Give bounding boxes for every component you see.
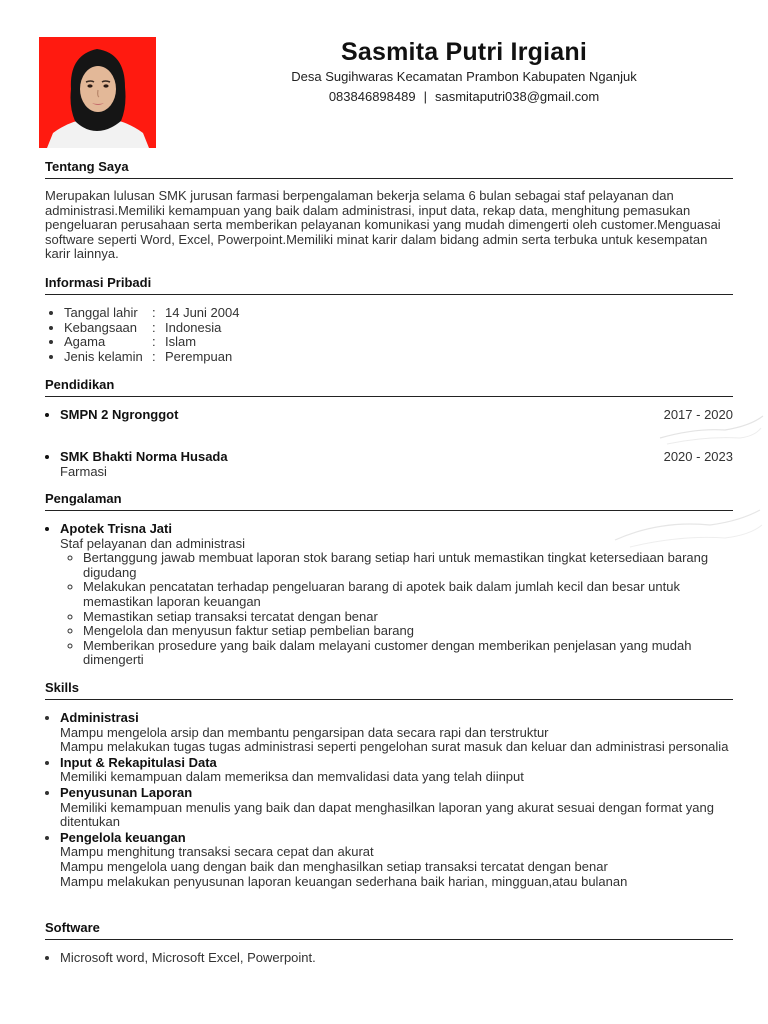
school-name: • SMK Bhakti Norma Husada [60, 450, 228, 465]
skill-name: Pengelola keuangan [60, 829, 186, 845]
duty-item: ◦ Memastikan setiap transaksi tercatat dengan benar [83, 610, 733, 625]
duty-item: ◦ Melakukan pencatatan terhadap pengeluaran barang di apotek baik dalam jumlah kecil dan besar untuk memastikan laporan keuangan [83, 580, 733, 609]
education-major: Farmasi [60, 463, 107, 479]
education-period: 2020 - 2023 [663, 449, 733, 464]
section-title-about: Tentang Saya [45, 159, 733, 179]
section-title-experience: Pengalaman [45, 491, 733, 511]
duty-item: ◦ Memberikan prosedure yang baik dalam melayani customer dengan memberikan penjelasan yang mudah dimengerti [83, 639, 733, 668]
skill-item [60, 711, 733, 726]
software-item: • Microsoft word, Microsoft Excel, Powerpoint. [60, 951, 733, 966]
info-label: • Kebangsaan [64, 319, 138, 335]
skill-detail: Mampu melakukan tugas tugas administrasi seperti pengelohan surat masuk dan keluar dan administrasi personalia [60, 739, 729, 755]
info-colon: : [152, 348, 156, 364]
info-label: • Jenis kelamin [64, 348, 143, 364]
skill-name: Input & Rekapitulasi Data [60, 754, 217, 770]
address: Desa Sugihwaras Kecamatan Prambon Kabupaten Nganjuk [291, 69, 637, 84]
personal-info-item [64, 306, 733, 321]
skill-detail: Memiliki kemampuan menulis yang baik dan dapat menghasilkan laporan yang akurat sesuai dengan format yang ditentukan [60, 799, 714, 830]
skill-detail: Mampu mengelola uang dengan baik dan menghasilkan setiap transaksi tercatat dengan benar [60, 858, 608, 874]
company-name: • Apotek Trisna Jati [60, 522, 733, 537]
person-name: Sasmita Putri Irgiani [341, 38, 587, 66]
section-title-software: Software [45, 920, 733, 940]
skill-name: Administrasi [60, 710, 139, 725]
email-address: sasmitaputri038@gmail.com [434, 89, 600, 104]
section-title-skills: Skills [45, 680, 733, 700]
section-title-personal: Informasi Pribadi [45, 275, 733, 295]
skill-name: Penyusunan Laporan [60, 784, 193, 800]
skill-item [60, 756, 733, 771]
contact-line [160, 89, 768, 105]
profile-photo [39, 37, 156, 148]
duties-list [45, 551, 733, 668]
personal-info-list [45, 306, 733, 364]
education-period: 2017 - 2020 [663, 407, 733, 422]
info-value: Indonesia [165, 319, 222, 335]
info-value: Islam [165, 334, 197, 350]
skills-section [45, 711, 733, 889]
skill-item [60, 831, 733, 846]
skill-detail: Mampu menghitung transaksi secara cepat dan akurat [60, 844, 374, 860]
skill-detail: Memiliki kemampuan dalam memeriksa dan memvalidasi data yang telah diinput [60, 769, 524, 785]
skill-item [60, 786, 733, 801]
duty-item: ◦ Mengelola dan menyusun faktur setiap pembelian barang [83, 624, 733, 639]
personal-info-item [64, 350, 733, 365]
contact-separator: | [423, 89, 427, 104]
resume-header [160, 36, 768, 105]
section-title-education: Pendidikan [45, 377, 733, 397]
info-value: Perempuan [165, 348, 233, 364]
personal-info-section [45, 306, 733, 364]
decorative-stroke [610, 505, 765, 550]
about-text: Merupakan lulusan SMK jurusan farmasi berpengalaman bekerja selama 6 bulan sebagai staf pelayanan dan administrasi.Memiliki kemampuan yang baik dalam administrasi, input data, rekap data, menghitung pemasukan pengeluaran perusahaan serta memberikan pelayanan komunikasi yang mudah dimengerti oleh customer.Menguasai software seperti Word, Excel, Powerpoint.Memiliki minat karir dalam bidang admin serta terbuka untuk kesempatan karir lainnya. [45, 188, 721, 262]
software-section [45, 951, 733, 966]
info-colon: : [152, 319, 156, 335]
education-item [45, 450, 733, 479]
job-role: Staf pelayanan dan administrasi [60, 535, 246, 551]
info-colon: : [152, 305, 156, 320]
decorative-stroke [655, 408, 765, 448]
school-name: • SMPN 2 Ngronggot [60, 408, 178, 423]
phone-number: 083846898489 [328, 89, 416, 104]
info-label: • Tanggal lahir [64, 305, 138, 320]
info-label: • Agama [64, 334, 106, 350]
portrait-image [39, 37, 156, 148]
info-colon: : [152, 334, 156, 350]
personal-info-item [64, 321, 733, 336]
info-value: 14 Juni 2004 [165, 305, 240, 320]
personal-info-item [64, 335, 733, 350]
skill-detail: Mampu melakukan penyusunan laporan keuangan sederhana baik harian, mingguan,atau bulanan [60, 873, 628, 889]
about-section [45, 189, 733, 262]
education-item [45, 408, 733, 423]
duty-item: ◦ Bertanggung jawab membuat laporan stok barang setiap hari untuk memastikan tingkat ketersediaan barang digudang [83, 551, 733, 580]
skill-detail: Mampu mengelola arsip dan membantu pengarsipan data secara rapi dan terstruktur [60, 724, 549, 740]
